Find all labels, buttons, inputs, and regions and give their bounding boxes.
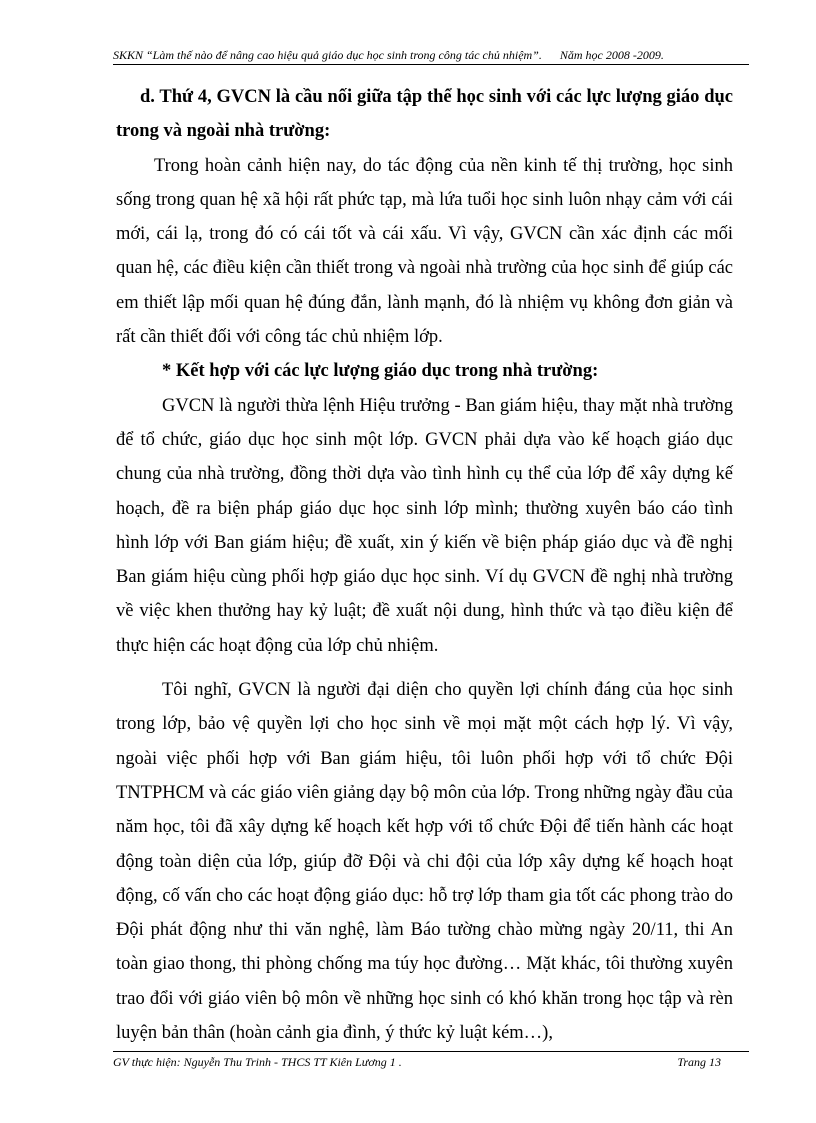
header-title: SKKN “Làm thế nào để nâng cao hiệu quả giáo dục học sinh trong công tác chủ nhiệm”.	[113, 48, 542, 62]
document-body	[116, 80, 733, 1050]
paragraph-2: GVCN là người thừa lệnh Hiệu trưởng - Ban giám hiệu, thay mặt nhà trường để tổ chức, giáo dục học sinh một lớp. GVCN phải dựa vào kế hoạch giáo dục chung của nhà trường, đồng thời dựa vào tình hình cụ thể của lớp để xây dựng kế hoạch, đề ra biện pháp giáo dục học sinh lớp mình; thường xuyên báo cáo tình hình lớp với Ban giám hiệu; đề xuất, xin ý kiến về biện pháp giáo dục và đề nghị Ban giám hiệu cùng phối hợp giáo dục học sinh. Ví dụ GVCN đề nghị nhà trường về việc khen thưởng hay kỷ luật; đề xuất nội dung, hình thức và tạo điều kiện để thực hiện các hoạt động của lớp chủ nhiệm.	[116, 395, 733, 656]
header-year: Năm học 2008 -2009.	[559, 48, 664, 62]
page-header	[113, 47, 749, 65]
paragraph-3: Tôi nghĩ, GVCN là người đại diện cho quyền lợi chính đáng của học sinh trong lớp, bảo vệ quyền lợi cho học sinh về mọi mặt một cách hợp lý. Vì vậy, ngoài việc phối hợp với Ban giám hiệu, tôi luôn phối hợp với tổ chức Đội TNTPHCM và các giáo viên giảng dạy bộ môn của lớp. Trong những ngày đầu của năm học, tôi đã xây dựng kế hoạch kết hợp với tổ chức Đội để tiến hành các hoạt động toàn diện của lớp, giúp đỡ Đội và chi đội của lớp xây dựng kế hoạch hoạt động, cố vấn cho các hoạt động giáo dục: hỗ trợ lớp tham gia tốt các phong trào do Đội phát động như thi văn nghệ, làm Báo tường chào mừng ngày 20/11, thi An toàn giao thong, thi phòng chống ma túy học đường… Mặt khác, tôi thường xuyên trao đổi với giáo viên bộ môn về những học sinh có khó khăn trong học tập và rèn luyện bản thân (hoàn cảnh gia đình, ý thức kỷ luật kém…),	[116, 680, 733, 1044]
page-number: Trang 13	[677, 1055, 721, 1069]
page-footer	[113, 1051, 749, 1070]
section-heading: d. Thứ 4, GVCN là cầu nối giữa tập thể học sinh với các lực lượng giáo dục trong và ngoài nhà trường:	[116, 87, 733, 142]
footer-author: GV thực hiện: Nguyễn Thu Trinh - THCS TT Kiên Lương 1 .	[113, 1055, 402, 1069]
subheading: * Kết hợp với các lực lượng giáo dục trong nhà trường:	[162, 361, 599, 382]
paragraph-1: Trong hoàn cảnh hiện nay, do tác động của nền kinh tế thị trường, học sinh sống trong quan hệ xã hội rất phức tạp, mà lứa tuổi học sinh luôn nhạy cảm với cái mới, cái lạ, trong đó có cái tốt và cái xấu. Vì vậy, GVCN cần xác định các mối quan hệ, các điều kiện cần thiết trong và ngoài nhà trường của học sinh để giúp các em thiết lập mối quan hệ đúng đắn, lành mạnh, đó là nhiệm vụ không đơn giản và rất cần thiết đối với công tác chủ nhiệm lớp.	[116, 155, 733, 348]
